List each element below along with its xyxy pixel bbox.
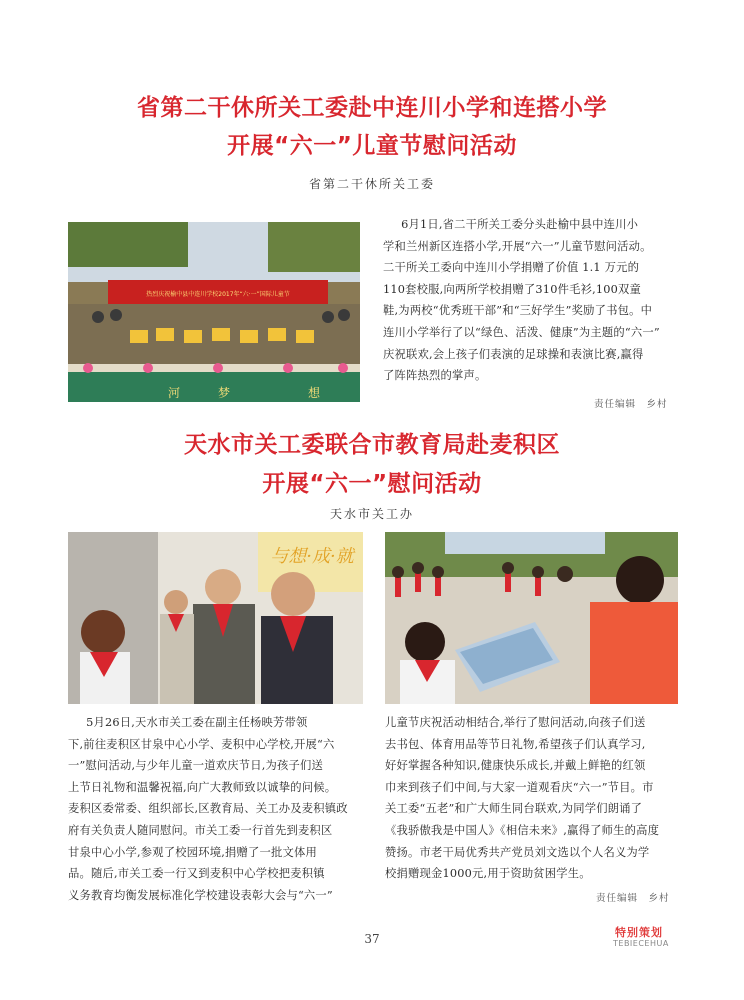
- article2-byline: 天水市关工办: [329, 507, 414, 521]
- officials-illustration: [68, 532, 363, 704]
- article2-left-line-3: 一”慰问活动,与少年儿童一道欢庆节日,为孩子们送: [68, 759, 323, 773]
- article2-photo-left: [68, 532, 363, 704]
- article2-left-line-4: 上节日礼物和温馨祝福,向广大教师致以诚挚的问候。: [68, 780, 337, 794]
- article1-photo: [68, 222, 360, 402]
- article2-left-line-2: 下,前往麦积区甘泉中心小学、麦积中心学校,开展“六: [68, 737, 335, 751]
- svg-text:河: 河: [168, 386, 181, 400]
- article1-body: [383, 214, 688, 387]
- article2-left-line-1: 5月26日,天水市关工委在副主任杨映芳带领: [86, 716, 308, 729]
- article1-line-4: 110套校服,向两所学校捐赠了310件毛衫,100双童: [383, 282, 642, 296]
- page-number: 37: [364, 932, 380, 946]
- svg-text:想: 想: [308, 386, 321, 400]
- article2-left-body: [68, 712, 363, 906]
- article2-title-line1: 天水市关工委联合市教育局赴麦积区: [184, 432, 560, 458]
- article2-right-line-1: 儿童节庆祝活动相结合,举行了慰问活动,向孩子们送: [385, 716, 646, 729]
- article2-right-line-3: 好好掌握各种知识,健康快乐成长,并戴上鲜艳的红领: [385, 759, 646, 773]
- article2-right-line-4: 巾来到孩子们中间,与大家一道观看庆“六一”节目。市: [385, 780, 654, 794]
- article1-line-6: 连川小学举行了以“绿色、活泼、健康”为主题的“六一”: [383, 325, 660, 339]
- gift-giving-illustration: [385, 532, 678, 704]
- stage-event-illustration: [68, 222, 360, 402]
- article2-title-line2: 开展“六一”慰问活动: [262, 471, 482, 497]
- article1-line-3: 二干所关工委向中连川小学捐赠了价值 1.1 万元的: [383, 261, 640, 275]
- section-label-cn: 特别策划: [615, 926, 663, 939]
- article1-title-line2: 开展“六一”儿童节慰问活动: [227, 133, 517, 159]
- article2-right-line-6: 《我骄傲我是中国人》《相信未来》,赢得了师生的高度: [385, 823, 660, 837]
- article2-right-line-2: 去书包、体育用品等节日礼物,希望孩子们认真学习,: [385, 737, 646, 751]
- banner-text: 热烈庆祝榆中县中连川学校2017年“六·一”国际儿童节: [146, 291, 290, 298]
- article2-right-body: [385, 712, 678, 885]
- article2-left-line-6: 府有关负责人随同慰问。市关工委一行首先到麦积区: [68, 823, 333, 837]
- article1-byline: 省第二干休所关工委: [308, 177, 435, 191]
- article2-right-line-5: 关工委“五老”和广大师生同台联欢,为同学们朗诵了: [385, 802, 643, 816]
- article1-line-5: 鞋,为两校“优秀班干部”和“三好学生”奖励了书包。中: [383, 304, 653, 318]
- article2-right-line-7: 赞扬。市老干局优秀共产党员刘文选以个人名义为学: [385, 845, 650, 859]
- article2-right-line-8: 校捐赠现金1000元,用于资助贫困学生。: [385, 867, 591, 881]
- article2-left-line-8: 品。随后,市关工委一行又到麦积中心学校把麦积镇: [68, 867, 325, 881]
- article2-left-line-7: 甘泉中心小学,参观了校园环境,捐赠了一批文体用: [68, 845, 318, 859]
- article1-line-1: 6月1日,省二干所关工委分头赴榆中县中连川小: [401, 218, 639, 231]
- article2-photo-right: [385, 532, 678, 704]
- article2-left-line-5: 麦积区委常委、组织部长,区教育局、关工办及麦积镇政: [68, 802, 348, 816]
- article2-left-line-9: 义务教育均衡发展标准化学校建设表彰大会与“六一”: [68, 888, 333, 902]
- svg-text:梦: 梦: [218, 386, 231, 400]
- article1-line-7: 庆祝联欢,会上孩子们表演的足球操和表演比赛,赢得: [383, 347, 644, 361]
- article1-line-2: 学和兰州新区连搭小学,开展“六一”儿童节慰问活动。: [383, 239, 652, 253]
- article1-line-8: 了阵阵热烈的掌声。: [383, 369, 487, 383]
- section-label-en: TEBIECEHUA: [613, 939, 669, 948]
- article2-editor: 责任编辑 乡村: [596, 893, 670, 904]
- article1-editor: 责任编辑 乡村: [594, 399, 668, 410]
- article1-title-line1: 省第二干休所关工委赴中连川小学和连搭小学: [137, 95, 607, 121]
- photo-sign-text: 与想·成·就: [270, 546, 354, 567]
